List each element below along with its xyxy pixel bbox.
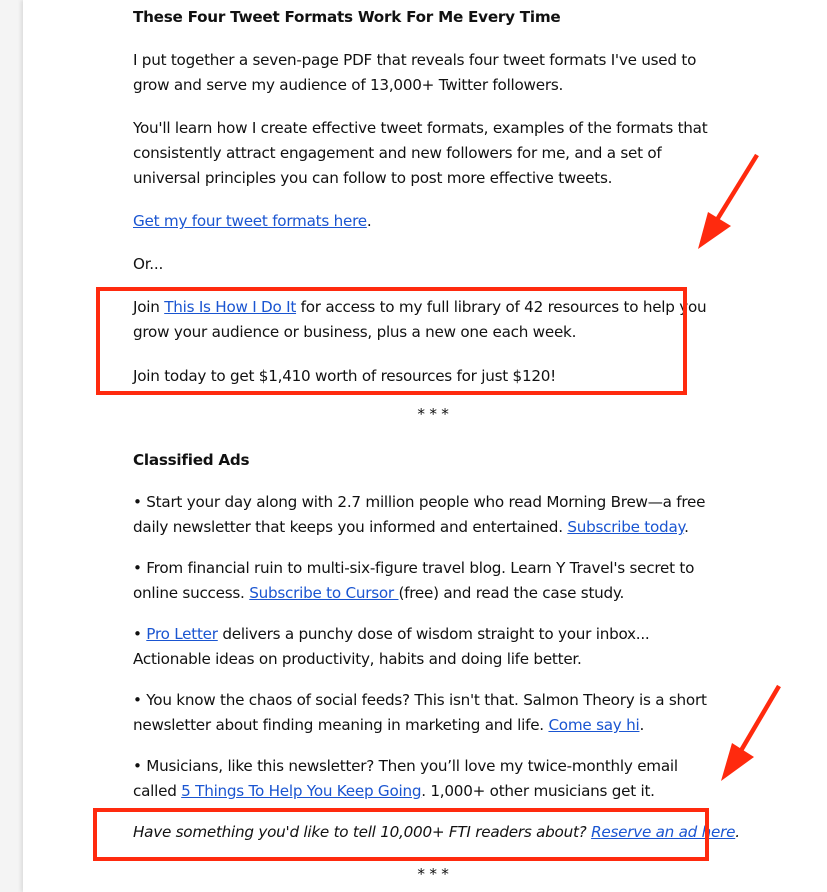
- red-arrow-icon: [690, 145, 770, 260]
- cta-suffix: .: [366, 212, 372, 230]
- promo-paragraph-1: I put together a seven-page PDF that reveals four tweet formats I've used to grow and serve my audience of 13,000+ Twitter followers.: [133, 51, 697, 94]
- or-text: Or...: [133, 255, 164, 273]
- this-is-how-i-do-it-link[interactable]: This Is How I Do It: [164, 298, 297, 316]
- highlight-box-reserve-ad: [93, 808, 709, 861]
- ad-text: • From financial ruin to multi-six-figure travel blog. Learn Y Travel's secret to online success.: [133, 559, 695, 602]
- highlight-box-join-offer: [96, 287, 687, 395]
- section-divider: * * *: [417, 405, 449, 423]
- join-prefix: Join: [133, 298, 165, 316]
- get-tweet-formats-link[interactable]: Get my four tweet formats here: [133, 212, 367, 230]
- classified-ad: [133, 622, 723, 672]
- red-arrow-icon: [715, 678, 790, 790]
- ad-suffix: (free) and read the case study.: [398, 584, 625, 602]
- pro-letter-link[interactable]: Pro Letter: [146, 625, 218, 643]
- classified-ad: [133, 754, 723, 804]
- promo-paragraph-2: You'll learn how I create effective tweet formats, examples of the formats that consistently attract engagement and new followers for me, and a set of universal principles you can follow to post more effective tweets.: [133, 119, 708, 187]
- reserve-prefix: Have something you'd like to tell 10,000+ FTI readers about?: [133, 823, 592, 841]
- five-things-link[interactable]: 5 Things To Help You Keep Going: [181, 782, 422, 800]
- ad-text: • You know the chaos of social feeds? This isn't that. Salmon Theory is a short newsletter about finding meaning in marketing and life.: [133, 691, 707, 734]
- ad-text: • Start your day along with 2.7 million people who read Morning Brew—a free daily newsletter that keeps you informed and entertained.: [133, 493, 706, 536]
- classified-ad: [133, 688, 713, 738]
- ad-suffix: delivers a punchy dose of wisdom straight to your inbox... Actionable ideas on productivity, habits and doing life better.: [133, 625, 650, 668]
- subscribe-to-cursor-link[interactable]: Subscribe to Cursor: [249, 584, 399, 602]
- promo-title: These Four Tweet Formats Work For Me Every Time: [133, 8, 561, 26]
- subscribe-today-link[interactable]: Subscribe today: [567, 518, 685, 536]
- section-divider: * * *: [417, 865, 449, 883]
- join-suffix: for access to my full library of 42 resources to help you grow your audience or business, plus a new one each week.: [133, 298, 707, 341]
- classified-ad: [133, 556, 728, 606]
- reserve-suffix: .: [735, 823, 740, 841]
- ad-text: •: [133, 625, 147, 643]
- email-body: [23, 0, 827, 892]
- join-today-text: Join today to get $1,410 worth of resources for just $120!: [133, 367, 557, 385]
- classifieds-title: Classified Ads: [133, 451, 250, 469]
- promo-cta: [133, 209, 371, 234]
- ad-suffix: . 1,000+ other musicians get it.: [421, 782, 655, 800]
- ad-text: • Musicians, like this newsletter? Then you’ll love my twice-monthly email called: [133, 757, 678, 800]
- classified-ad: [133, 490, 728, 540]
- reserve-ad-link[interactable]: Reserve an ad here: [591, 823, 736, 841]
- ad-suffix: .: [639, 716, 645, 734]
- come-say-hi-link[interactable]: Come say hi: [548, 716, 640, 734]
- ad-suffix: .: [684, 518, 689, 536]
